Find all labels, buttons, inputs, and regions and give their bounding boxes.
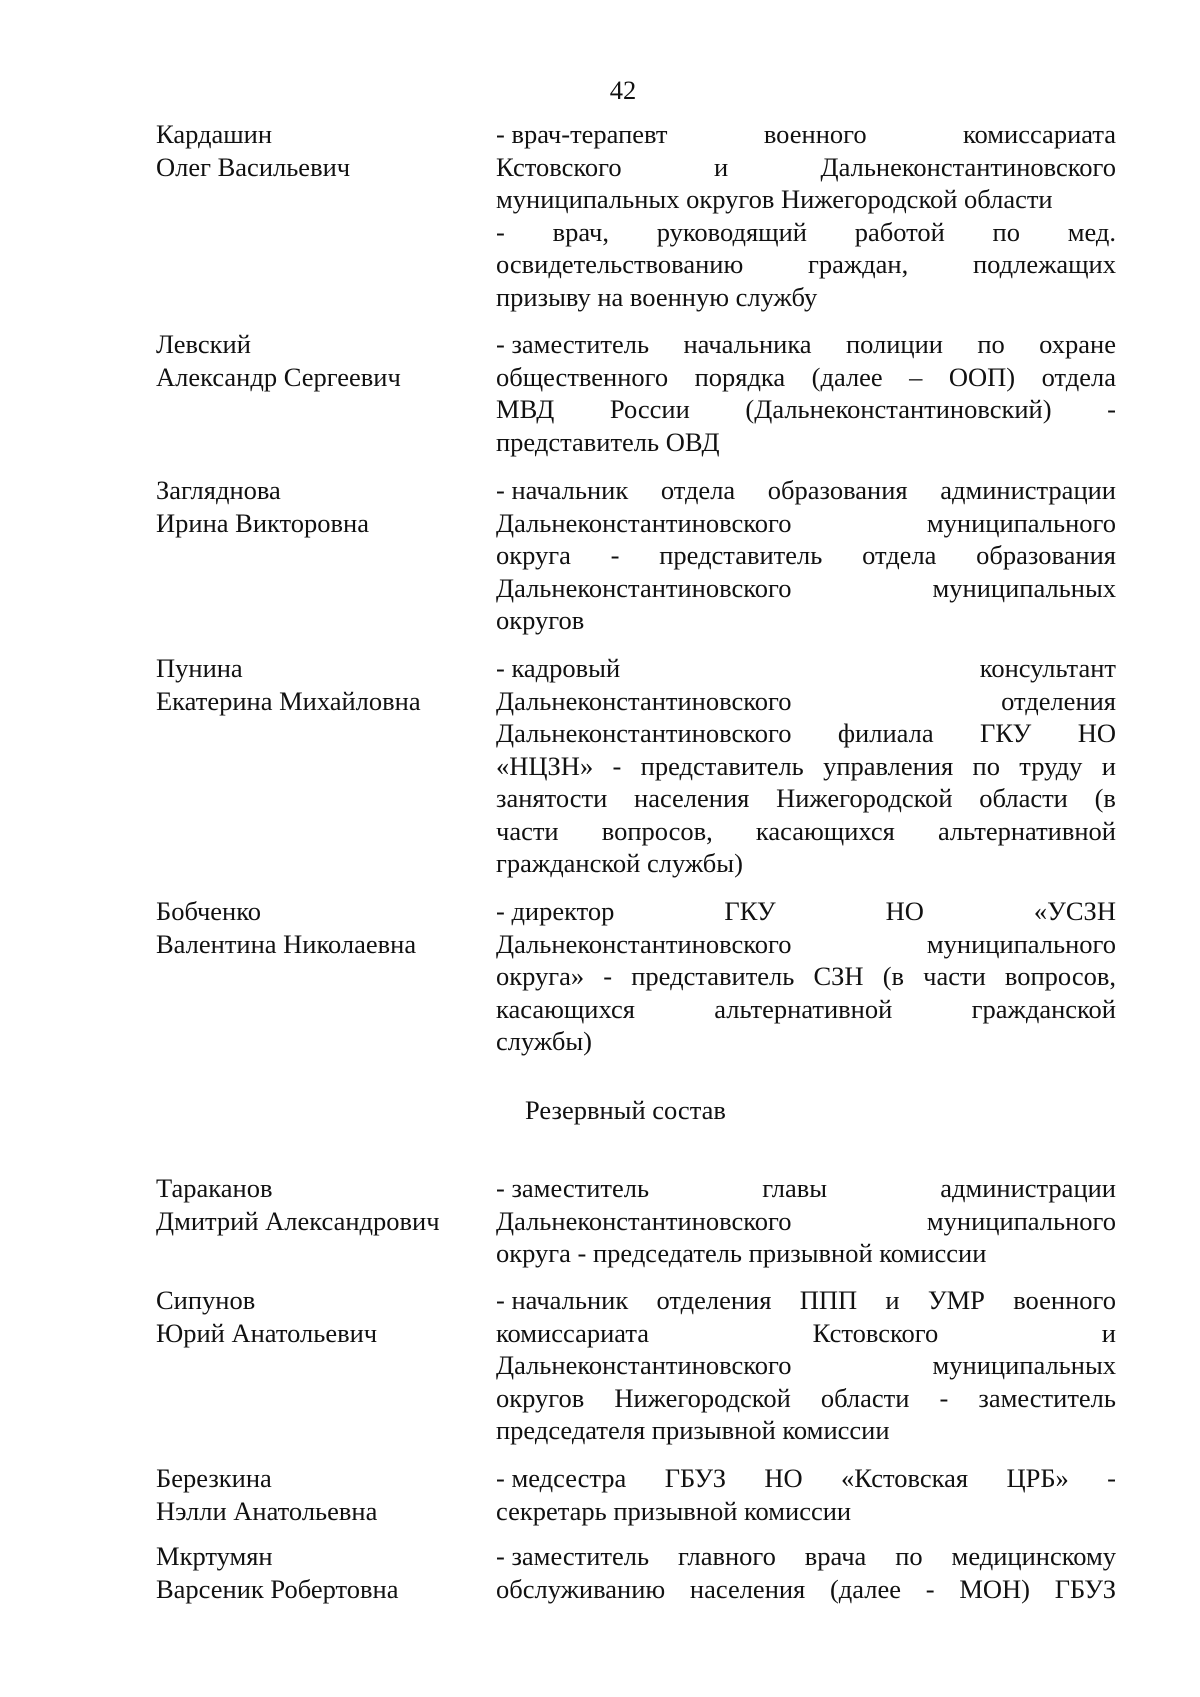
role-word: - кадровый (496, 653, 621, 683)
role-word: ППП (799, 1285, 858, 1315)
role-line (496, 474, 1116, 507)
role-word: ЦРБ» (1006, 1463, 1069, 1493)
member-given-names: Валентина Николаевна (156, 928, 417, 959)
role-word: Дальнеконстантиновского (496, 718, 792, 748)
role-word: отделения (1001, 685, 1116, 716)
member-given-names: Олег Васильевич (156, 151, 351, 182)
role-word: отдела (660, 475, 736, 505)
role-word: - (603, 961, 613, 991)
member-entry (156, 652, 1116, 880)
member-row (156, 1172, 1116, 1270)
role-word: части (496, 815, 559, 846)
role-word: - начальник (496, 475, 629, 505)
role-word: населения (634, 783, 750, 813)
role-word: «НЦЗН» (496, 750, 594, 781)
member-name (156, 652, 496, 880)
role-word: - (1107, 1463, 1116, 1493)
role-word: представитель (640, 750, 804, 781)
role-word: муниципального (926, 507, 1116, 538)
role-word: касающихся (755, 815, 895, 846)
role-word: работой (854, 216, 945, 247)
role-word: ООП) (948, 361, 1016, 392)
role-line (496, 1495, 1116, 1528)
role-line (496, 847, 1116, 880)
member-role-description (496, 652, 1116, 880)
role-word: мед. (1067, 216, 1116, 247)
role-line (496, 1349, 1116, 1382)
role-line (496, 361, 1116, 394)
role-word: представитель (659, 540, 823, 570)
role-line (496, 717, 1116, 750)
role-word: альтернативной (714, 993, 893, 1024)
member-given-names: Юрий Анатольевич (156, 1317, 378, 1348)
role-line (496, 928, 1116, 961)
role-word: округов (496, 1382, 585, 1413)
member-row (156, 1540, 1116, 1605)
role-word: службы) (496, 1026, 592, 1056)
role-word: обслуживанию (496, 1573, 666, 1604)
role-word: УМР (927, 1285, 985, 1315)
role-word: населения (689, 1573, 806, 1604)
member-name (156, 1540, 496, 1605)
role-line (496, 750, 1116, 783)
role-line (496, 426, 1116, 459)
member-role-description (496, 1462, 1116, 1527)
role-word: НО (885, 896, 924, 926)
role-word: и (885, 1285, 900, 1315)
role-word: «УСЗН (1033, 896, 1116, 926)
role-word: - (610, 540, 620, 570)
role-word: подлежащих (972, 249, 1116, 279)
role-line (496, 572, 1116, 605)
role-word: главы (762, 1173, 828, 1203)
role-word: (далее (829, 1573, 902, 1604)
member-surname: Березкина (156, 1463, 272, 1493)
role-word: муниципального (926, 1205, 1116, 1236)
role-line (496, 183, 1116, 216)
role-word: - заместитель (496, 329, 650, 359)
role-word: НО (1077, 718, 1116, 748)
member-entry (156, 895, 1116, 1058)
member-given-names: Екатерина Михайловна (156, 685, 421, 716)
role-word: - заместитель (496, 1541, 650, 1571)
role-word: главного (677, 1541, 776, 1571)
role-word: врач, (552, 216, 609, 247)
role-line (496, 281, 1116, 314)
role-word: «Кстовская (841, 1463, 969, 1493)
role-line (496, 118, 1116, 151)
role-word: общественного (496, 361, 669, 392)
role-line (496, 151, 1116, 184)
role-word: ГКУ (724, 896, 776, 926)
member-surname: Пунина (156, 653, 243, 683)
role-line (496, 1172, 1116, 1205)
role-word: медицинскому (951, 1541, 1116, 1571)
role-word: - (496, 216, 505, 247)
role-word: по (972, 750, 1000, 781)
member-role-description (496, 1540, 1116, 1605)
role-line (496, 1237, 1116, 1270)
role-word: МОН) (959, 1573, 1030, 1604)
role-word: консультант (979, 653, 1116, 683)
role-word: порядка (694, 361, 786, 392)
role-word: муниципальных (932, 1350, 1116, 1380)
role-word: администрации (940, 475, 1116, 505)
page-number: 42 (609, 75, 637, 105)
role-word: секретарь призывной комиссии (496, 1495, 852, 1526)
role-line (496, 782, 1116, 815)
role-line (496, 685, 1116, 718)
member-row (156, 328, 1116, 458)
role-line (496, 507, 1116, 540)
role-line (496, 960, 1116, 993)
member-surname: Бобченко (156, 896, 261, 926)
role-word: военного (1013, 1285, 1116, 1315)
role-word: - заместитель (496, 1173, 650, 1203)
member-name (156, 1172, 496, 1270)
role-word: комиссариата (962, 119, 1116, 149)
role-word: образования (976, 540, 1116, 570)
role-word: управления (823, 750, 954, 781)
member-surname: Кардашин (156, 119, 273, 149)
member-row (156, 1284, 1116, 1447)
role-word: области (820, 1382, 910, 1413)
role-word: Дальнеконстантиновского (496, 928, 792, 959)
role-word: полиции (845, 329, 943, 359)
role-word: председателя призывной комиссии (496, 1415, 890, 1445)
role-word: СЗН (813, 961, 864, 991)
role-word: НО (764, 1463, 803, 1493)
role-line (496, 393, 1116, 426)
role-word: муниципальных округов Нижегородской области (496, 184, 1053, 214)
role-word: руководящий (656, 216, 807, 247)
role-word: Дальнеконстантиновского (496, 572, 792, 603)
member-row (156, 474, 1116, 637)
member-surname: Левский (156, 329, 251, 359)
member-row (156, 895, 1116, 1058)
role-word: по (992, 216, 1020, 247)
member-surname: Загляднова (156, 475, 281, 505)
member-entry (156, 1284, 1116, 1447)
member-entry (156, 328, 1116, 458)
role-word: России (609, 394, 690, 424)
role-word: Дальнеконстантиновского (496, 685, 792, 716)
role-word: (Дальнеконстантиновский) (745, 394, 1052, 424)
role-word: Кстовского (812, 1317, 939, 1348)
role-word: - (1107, 394, 1116, 424)
member-entry (156, 1172, 1116, 1270)
member-role-description (496, 895, 1116, 1058)
role-word: (в (882, 961, 905, 991)
role-word: - (612, 750, 622, 781)
role-word: вопросов, (601, 815, 713, 846)
role-line (496, 652, 1116, 685)
role-line (496, 604, 1116, 637)
member-surname: Мкртумян (156, 1541, 273, 1571)
role-word: Дальнеконстантиновского (496, 507, 792, 538)
role-word: и (1101, 1317, 1116, 1348)
member-role-description (496, 1284, 1116, 1447)
role-word: врача (804, 1541, 867, 1571)
member-given-names: Александр Сергеевич (156, 361, 401, 392)
role-line (496, 993, 1116, 1026)
member-name (156, 1462, 496, 1527)
role-word: Кстовского (496, 151, 622, 182)
member-role-description (496, 118, 1116, 313)
role-word: Нижегородской (614, 1382, 791, 1413)
role-word: вопросов, (1004, 961, 1116, 991)
role-word: призыву на военную службу (496, 281, 818, 312)
member-name (156, 328, 496, 458)
role-word: начальника (683, 329, 812, 359)
role-line (496, 895, 1116, 928)
role-line (496, 539, 1116, 572)
member-role-description (496, 474, 1116, 637)
role-word: округа (496, 540, 571, 570)
role-word: по (977, 329, 1005, 359)
role-word: - начальник (496, 1285, 629, 1315)
member-name (156, 118, 496, 313)
member-entry (156, 1462, 1116, 1527)
role-word: Дальнеконстантиновского (496, 1350, 792, 1380)
role-line (496, 1540, 1116, 1573)
role-word: - медсестра (496, 1463, 627, 1493)
role-line (496, 248, 1116, 281)
role-line (496, 1025, 1116, 1058)
role-word: комиссариата (496, 1317, 650, 1348)
member-row (156, 652, 1116, 880)
role-word: Дальнеконстантиновского (496, 1205, 792, 1236)
role-word: округа - председатель призывной комиссии (496, 1238, 987, 1268)
role-word: администрации (940, 1173, 1116, 1203)
member-name (156, 895, 496, 1058)
role-word: отдела (1041, 361, 1116, 392)
role-word: муниципального (926, 928, 1116, 959)
member-given-names: Варсеник Робертовна (156, 1573, 399, 1604)
role-word: Нижегородской (776, 783, 953, 813)
role-word: касающихся (496, 993, 635, 1024)
role-word: граждан, (807, 249, 909, 279)
role-word: округа» (496, 961, 585, 991)
role-line (496, 815, 1116, 848)
role-word: и (713, 151, 729, 182)
role-word: - врач-терапевт (496, 119, 668, 149)
member-row (156, 1462, 1116, 1527)
member-role-description (496, 1172, 1116, 1270)
role-word: охране (1039, 329, 1116, 359)
role-word: гражданской службы) (496, 848, 743, 878)
role-word: муниципальных (932, 572, 1116, 603)
member-name (156, 474, 496, 637)
member-row (156, 118, 1116, 313)
member-surname: Тараканов (156, 1173, 273, 1203)
role-line (496, 1284, 1116, 1317)
role-word: ГБУЗ (664, 1463, 726, 1493)
role-word: части (923, 961, 986, 991)
member-given-names: Нэлли Анатольевна (156, 1495, 378, 1526)
role-word: отдела (862, 540, 937, 570)
role-word: представитель (631, 961, 795, 991)
member-role-description (496, 328, 1116, 458)
role-word: ГКУ (980, 718, 1032, 748)
role-word: - (939, 1382, 949, 1413)
role-word: представитель ОВД (496, 426, 720, 457)
member-given-names: Дмитрий Александрович (156, 1205, 440, 1236)
member-entry (156, 1540, 1116, 1605)
role-word: ГБУЗ (1054, 1573, 1116, 1604)
section-heading-reserve: Резервный состав (525, 1095, 726, 1125)
role-word: занятости (496, 783, 608, 813)
role-line (496, 1382, 1116, 1415)
role-word: образования (767, 475, 908, 505)
role-word: гражданской (971, 993, 1116, 1024)
role-line (496, 1573, 1116, 1606)
role-word: заместитель (978, 1382, 1116, 1413)
role-word: – (909, 361, 923, 392)
member-surname: Сипунов (156, 1285, 256, 1315)
role-word: - (925, 1573, 935, 1604)
role-word: МВД (496, 394, 555, 424)
role-word: области (979, 783, 1068, 813)
role-word: по (895, 1541, 923, 1571)
role-line (496, 328, 1116, 361)
role-line (496, 1205, 1116, 1238)
role-word: отделения (656, 1285, 772, 1315)
member-name (156, 1284, 496, 1447)
role-word: освидетельствованию (496, 249, 744, 279)
role-word: и (1101, 750, 1116, 781)
role-word: труду (1019, 750, 1083, 781)
role-line (496, 1414, 1116, 1447)
member-entry (156, 118, 1116, 313)
role-word: филиала (837, 718, 934, 748)
role-word: военного (763, 119, 867, 149)
role-word: - директор (496, 896, 615, 926)
member-entry (156, 474, 1116, 637)
role-line (496, 1462, 1116, 1495)
role-line (496, 216, 1116, 249)
member-given-names: Ирина Викторовна (156, 507, 369, 538)
role-word: (в (1094, 783, 1116, 813)
role-line (496, 1317, 1116, 1350)
role-word: альтернативной (937, 815, 1116, 846)
role-word: Дальнеконстантиновского (820, 151, 1116, 182)
role-word: (далее (811, 361, 883, 392)
role-word: округов (496, 605, 585, 635)
